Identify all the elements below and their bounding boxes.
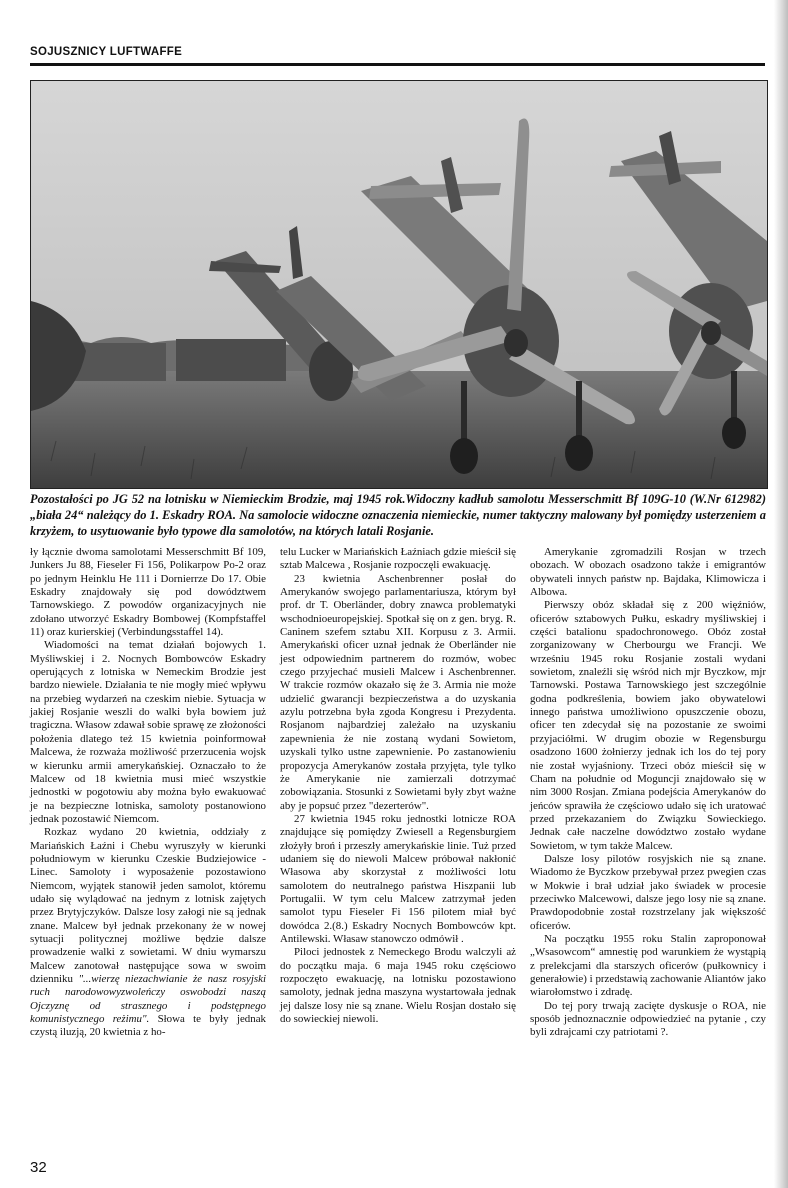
paragraph-text: Słowa te były jednak czystą iluzją, 20 kwietnia z ho- — [30, 1013, 266, 1039]
paragraph: ły łącznie dwoma samolotami Messerschmitt Bf 109, Junkers Ju 88, Fieseler Fi 156, Polikarpow Po-2 oraz po jednym Heinklu He 111 i Dornierrze Do 17. Obie Eskadry znajdowały się pod dowództwem Tarnowskiego. Z powodów organizacyjnych nie zdołano utworzyć Eskadry Bombowej (Kompfstaffel 11) oraz kurierskiej (Verbindungsstaffel 14). — [30, 546, 266, 639]
paragraph: telu Lucker w Mariańskich Łaźniach gdzie mieścił się sztab Malcewa , Rosjanie rozpoczęli ewakuację. — [280, 546, 516, 572]
paragraph: Wiadomości na temat działań bojowych 1. Myśliwskiej i 2. Nocnych Bombowców Eskadry operujących z lotniska w Nemeckim Brodzie jest bardzo niewiele. Działania te nie mogły mieć wpływu na przebieg wydarzeń na czeskim niebie. Sytuacja w jakiej Rosjanie weszli do walki była bowiem już tragiczna. Własow zdawał sobie sprawę ze złożoności położenia dlatego też 15 kwietnia poinformował Malcewa, że rozważa możliwość przerzucenia wojsk w kierunku armii amerykańskiej. Oznaczało to że Malcew od 18 kwietnia musi mieć wszystkie jednostki w pogotowiu aby można było ewakuować je na bezpieczne lotniska, samoloty postanowiono jednak pozostawić Niemcom. — [30, 639, 266, 825]
paragraph: Na początku 1955 roku Stalin zaproponował „Wsasowcom“ amnestię pod warunkiem że wystąpią z prelekcjami dla starszych oficerów (pułkownicy i generałowie) i przedstawią zachowanie Aliantów jako wiarołomstwo i zdradę. — [530, 932, 766, 999]
paragraph: Dalsze losy pilotów rosyjskich nie są znane. Wiadomo że Byczkow przebywał przez pwegien czas w Mokwie i brał udział jako świadek w procesie przeciwko Malcewowi, dalsze jego losy nie są znane. Prawdopodobnie został rozstrzelany jak większość oficerów. — [530, 852, 766, 932]
page-number: 32 — [30, 1159, 47, 1176]
paragraph: Pierwszy obóz składał się z 200 więźniów, oficerów sztabowych Pułku, eskadry myśliwskiej i części batalionu spadochronowego. Obóz został zorganizowany w Cherbourgu we Francji. We wrześniu 1945 roku Rosjanie zostali wydani sowietom, znaleźli się wśród nich mjr Byczkow, mjr Tarnowski. Postawa Tarnowskiego jest szczególnie godna podkreślenia, bowiem jako obywatelowi innego państwa umożliwiono opuszczenie obozu, oficer ten zdecydał się na pozostanie ze swoimi przyjaciółmi. W drugim obozie w Regensburgu osadzono 1600 żołnierzy jednak ich los do tej pory nie został wyjaśniony. Trzeci obóz mieścił się w Cham na południe od Moguncji znajdowało się w nim 3000 Rosjan. Zmiana podejścia Amerykanów do jeńców sprawiła że częściowo udało się ich uratować przed przekazaniem do Związku Sowieckiego. Jednak całe naczelne dowództwo zostało wydane Sowietom, w tym także Malcew. — [530, 599, 766, 852]
running-head: SOJUSZNICY LUFTWAFFE — [30, 46, 183, 58]
paragraph — [30, 826, 266, 1040]
paragraph: 27 kwietnia 1945 roku jednostki lotnicze ROA znajdujące się pomiędzy Zwiesell a Regensburgiem złożyły broń i przeszły amerykańskie linie. Tuż przed udaniem się do niewoli Malcew próbował nakłonić Własowa aby skorzystał z możliwości lotu samolotem do neutralnego państwa Hiszpanii lub Portugalii. W tym celu Malcew zatrzymał jeden samolot typu Fieseler Fi 156 pilotem miał być dowódca 2.(8.) Eskadry Nocnych Bombowców kpt. Antilewski. Własaw stanowczo odmówił . — [280, 812, 516, 945]
scan-edge-shadow — [774, 0, 788, 1188]
paragraph: 23 kwietnia Aschenbrenner posłał do Amerykanów swojego parlamentariusza, którym był prof. dr T. Oberländer, dobry znawca problematyki wschodnioeuropejskiej. Spotkał się on z gen. bryg. R. Caninem szefem sztabu XII. Korpusu z 3. Armii. Amerykański oficer uznał jednak że Oberländer nie jest odpowiednim partnerem do rozmów, wobec czego przyjechać musieli Malcew i Aschenbrenner. W trakcie rozmów okazało się że 3. Armia nie może udzielić gwarancji bezpieczeństwa a do uzyskania azylu potrzebna była zgoda Kongresu i Prezydenta. Rosjanom najbardziej zależało na uzyskaniu zapewnienia że nie zostaną wydani Sowietom, uzyskali tylko ustne zapewnienie. Po zastanowieniu propozycja Amerykanów została przyjęta, tyle tylko że Amerykanie nie zamierzali dotrzymać zobowiązania. Stosunki z Sowietami były zbyt ważne aby je popsuć przez "dezerterów". — [280, 572, 516, 812]
figure-caption: Pozostałości po JG 52 na lotnisku w Niemieckim Brodzie, maj 1945 rok.Widoczny kadłub samolotu Messerschmitt Bf 109G-10 (W.Nr 612982) „biała 24“ należący do 1. Eskadry ROA. Na samolocie widoczne oznaczenia niemieckie, numer taktyczny malowany był pomiędzy usterzeniem a krzyżem, to usytuowanie było typowe dla samolotów, na których latali Rosjanie. — [30, 492, 766, 538]
diary-quote: "...wierzę niezachwianie że nasz rosyjski ruch narodowowyzwoleńczy oswobodzi naszą Ojczyznę od strasznego i podstępnego komunistycznego reżimu". — [30, 973, 266, 1026]
aircraft-photo-drawing — [31, 81, 767, 488]
aircraft-photo — [30, 80, 768, 489]
paragraph: Amerykanie zgromadzili Rosjan w trzech obozach. W obozach osadzono także i emigrantów obywateli innych państw np. Bajdaka, Klimowicza i Albowa. — [530, 546, 766, 599]
paragraph: Piloci jednostek z Nemeckego Brodu walczyli aż do początku maja. 6 maja 1945 roku częściowo rozpoczęto ewakuację, na lotnisku pozostawiono samoloty, jednak jedna maszyna wystartowała jednak jej dalsze losy nie są znane. Wielu Rosjan dostało się do sowieckiej niewoli. — [280, 946, 516, 1026]
text-column-1 — [30, 546, 266, 1040]
text-column-3 — [530, 546, 766, 1040]
text-column-2 — [280, 546, 516, 1026]
header-rule — [30, 63, 765, 66]
paragraph-text: Rozkaz wydano 20 kwietnia, oddziały z Mariańskich Łaźni i Chebu wyruszyły w kierunki południowym w kierunku Czeskie Budziejowice - Linec. Samoloty i wyposażenie pozostawiono Niemcom, wyjątek stanowił jeden samolot, któremu udało się wylądować na jednym z lotnisk zajętych przez Brytyjczyków. Dalsze losy załogi nie są jednak znane. Malcew był jednak przekonany że w nowej sytuacji politycznej możliwe będzie dalsze prowadzenie walki z sowietami. W dniu wymarszu Malcew zanotował następujące sowa w swoim dzienniku — [30, 826, 266, 985]
paragraph: Do tej pory trwają zacięte dyskusje o ROA, nie sposób jednoznacznie odpowiedzieć na pytanie , czy byli zdrajcami czy patriotami ?. — [530, 999, 766, 1039]
